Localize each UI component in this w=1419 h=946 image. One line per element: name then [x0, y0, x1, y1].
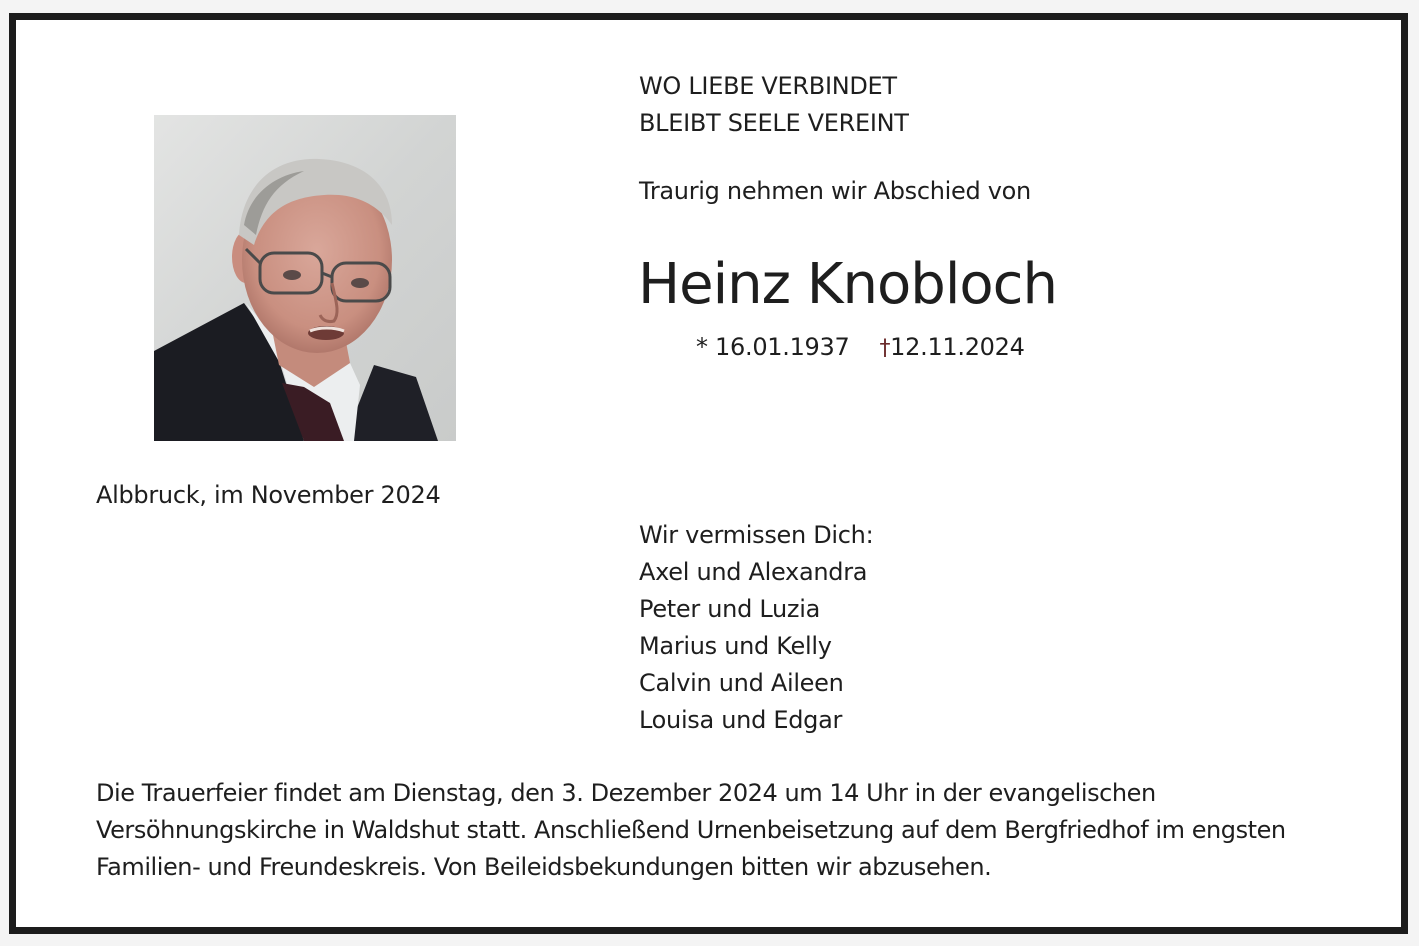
death-date [879, 333, 1024, 361]
mourner-name: Marius und Kelly [639, 632, 832, 660]
death-date-value: 12.11.2024 [890, 333, 1025, 361]
mourner-name: Calvin und Aileen [639, 669, 844, 697]
notice-line-1: Die Trauerfeier findet am Dienstag, den 3. Dezember 2024 um 14 Uhr in der evangelischen [96, 779, 1156, 807]
intro-text: Traurig nehmen wir Abschied von [639, 177, 1031, 205]
notice-line-2: Versöhnungskirche in Waldshut statt. Anschließend Urnenbeisetzung auf dem Bergfriedhof im engsten [96, 816, 1286, 844]
mourners-heading: Wir vermissen Dich: [639, 521, 874, 549]
motto-line-2: BLEIBT SEELE VEREINT [639, 109, 909, 137]
obituary-card [9, 13, 1408, 934]
life-dates [696, 333, 1025, 361]
birth-date [696, 333, 849, 361]
mourner-name: Axel und Alexandra [639, 558, 868, 586]
birth-symbol: * [696, 333, 708, 361]
notice-line-3: Familien- und Freundeskreis. Von Beileidsbekundungen bitten wir abzusehen. [96, 853, 992, 881]
place-and-date: Albbruck, im November 2024 [96, 481, 441, 509]
birth-date-value: 16.01.1937 [715, 333, 850, 361]
motto-line-1: WO LIEBE VERBINDET [639, 72, 897, 100]
deceased-name: Heinz Knobloch [638, 252, 1057, 317]
motto [639, 68, 909, 142]
funeral-notice [96, 775, 1391, 886]
cross-icon: † [879, 336, 891, 361]
mourners-list [639, 517, 873, 739]
mourner-name: Louisa und Edgar [639, 706, 843, 734]
mourner-name: Peter und Luzia [639, 595, 820, 623]
portrait-photo [154, 115, 456, 441]
